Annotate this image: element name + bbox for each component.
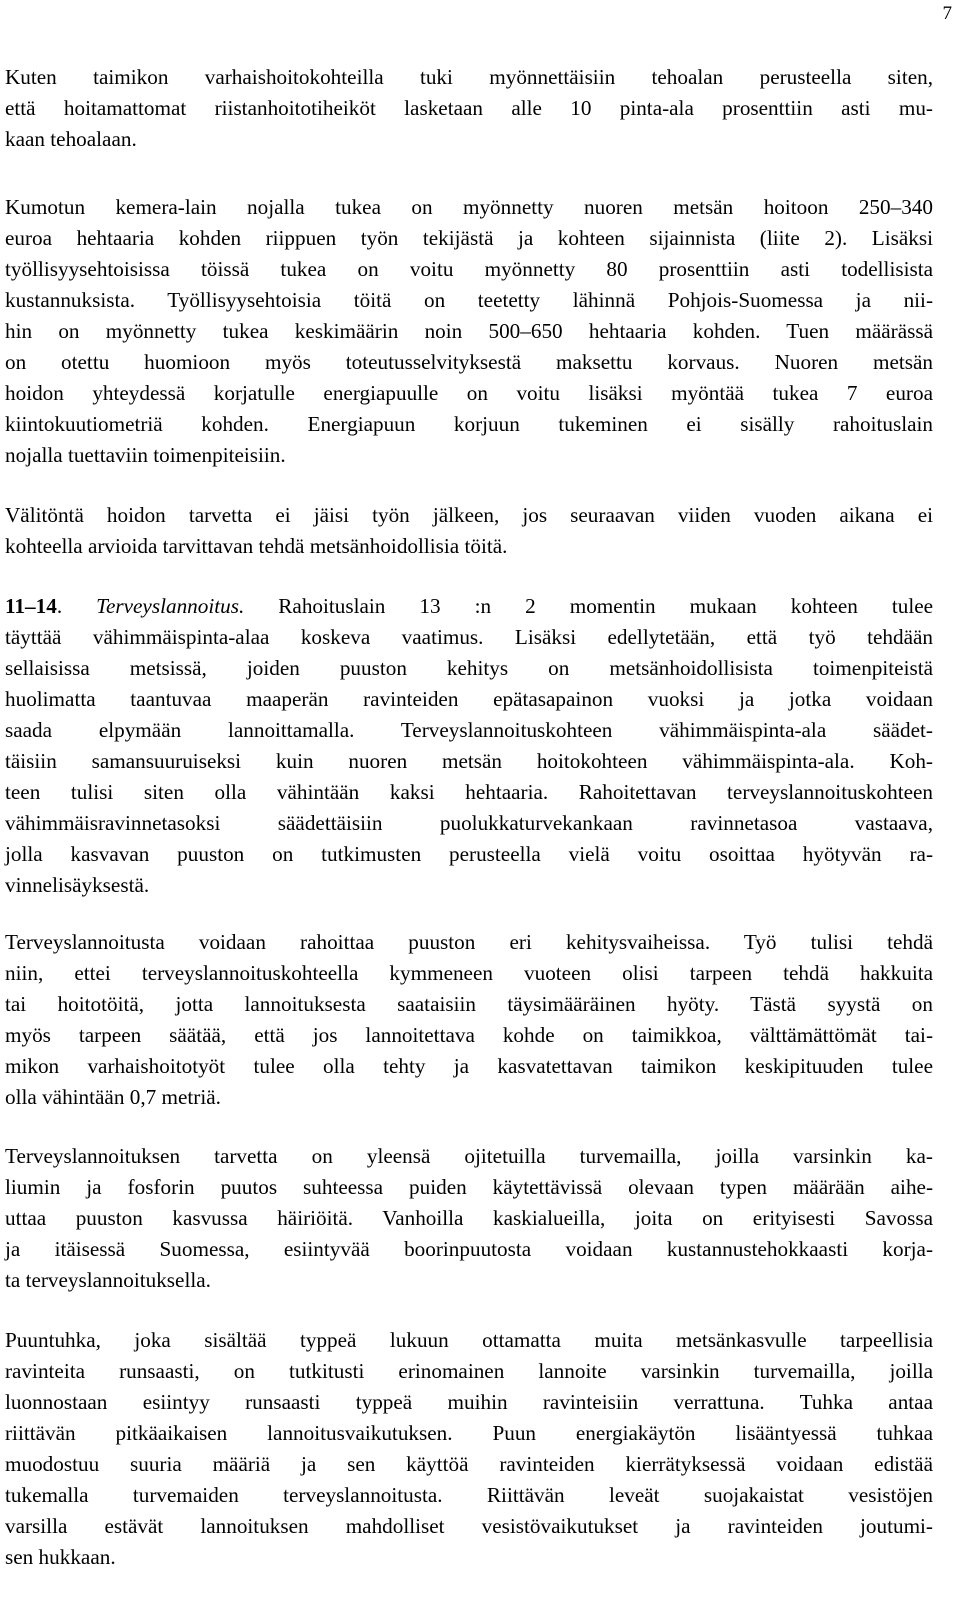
text-line: euroa hehtaaria kohden riippuen työn tekijästä ja kohteen sijainnista (liite 2). Lisäksi (5, 226, 933, 250)
text-line: jolla kasvavan puuston on tutkimusten perusteella vielä voitu osoittaa hyötyvän ra- (5, 842, 933, 866)
text-fragment: Rahoituslain 13 :n 2 momentin mukaan kohteen tulee (278, 594, 934, 618)
text-line: nojalla tuettaviin toimenpiteisiin. (5, 443, 286, 467)
text-line: Terveyslannoitusta voidaan rahoittaa puuston eri kehitysvaiheissa. Työ tulisi tehdä (5, 930, 933, 954)
paragraph-section-11-14 (5, 591, 933, 901)
text-line: uttaa puuston kasvussa häiriöitä. Vanhoilla kaskialueilla, joita on erityisesti Savossa (5, 1206, 933, 1230)
text-line: muodostuu suuria määriä ja sen käyttöä ravinteiden kierrätyksessä voidaan edistää (5, 1452, 933, 1476)
text-line: tukemalla turvemaiden terveyslannoitusta. Riittävän leveät suojakaistat vesistöjen (5, 1483, 933, 1507)
paragraph-3 (5, 500, 933, 562)
section-title: Terveyslannoitus. (96, 594, 245, 618)
text-line: on otettu huomioon myös toteutusselvityksestä maksettu korvaus. Nuoren metsän (5, 350, 933, 374)
text-line: Terveyslannoituksen tarvetta on yleensä ojitetuilla turvemailla, joilla varsinkin ka- (5, 1144, 933, 1168)
text-line: liumin ja fosforin puutos suhteessa puiden käytettävissä olevaan typen määrään aihe- (5, 1175, 933, 1199)
text-line: sellaisissa metsissä, joiden puuston kehitys on metsänhoidollisista toimenpiteistä (5, 656, 933, 680)
text-line: Puuntuhka, joka sisältää typpeä lukuun ottamatta muita metsänkasvulle tarpeellisia (5, 1328, 933, 1352)
text-line: riittävän pitkäaikaisen lannoitusvaikutuksen. Puun energiakäytön lisääntyessä tuhkaa (5, 1421, 933, 1445)
text-line: täisiin samansuuruiseksi kuin nuoren metsän hoitokohteen vähimmäispinta-ala. Koh- (5, 749, 933, 773)
text-line: myös tarpeen säätää, että jos lannoitettava kohde on taimikkoa, välttämättömät tai- (5, 1023, 933, 1047)
text-line: kaan tehoalaan. (5, 127, 137, 151)
text-line: Kuten taimikon varhaishoitokohteilla tuki myönnettäisiin tehoalan perusteella siten, (5, 65, 933, 89)
text-line: Kumotun kemera-lain nojalla tukea on myönnetty nuoren metsän hoitoon 250–340 (5, 195, 933, 219)
section-number: 11–14 (5, 594, 57, 618)
text-line: Välitöntä hoidon tarvetta ei jäisi työn jälkeen, jos seuraavan viiden vuoden aikana ei (5, 503, 933, 527)
text-line: niin, ettei terveyslannoituskohteella kymmeneen vuoteen olisi tarpeen tehdä hakkuita (5, 961, 933, 985)
text-line: kustannuksista. Työllisyysehtoisia töitä on teetetty lähinnä Pohjois-Suomessa ja nii- (5, 288, 933, 312)
text-line: työllisyysehtoisissa töissä tukea on voitu myönnetty 80 prosenttiin asti todellisista (5, 257, 933, 281)
paragraph-1 (5, 62, 933, 155)
text-line: olla vähintään 0,7 metriä. (5, 1085, 221, 1109)
paragraph-2 (5, 192, 933, 471)
text-line: hin on myönnetty tukea keskimäärin noin 500–650 hehtaaria kohden. Tuen määrässä (5, 319, 933, 343)
text-line: varsilla estävät lannoituksen mahdolliset vesistövaikutukset ja ravinteiden joutumi- (5, 1514, 933, 1538)
text-line: täyttää vähimmäispinta-alaa koskeva vaatimus. Lisäksi edellytetään, että työ tehdään (5, 625, 933, 649)
text-line: ravinteita runsaasti, on tutkitusti erinomainen lannoite varsinkin turvemailla, joilla (5, 1359, 933, 1383)
text-line: ta terveyslannoituksella. (5, 1268, 211, 1292)
paragraph-5 (5, 927, 933, 1113)
paragraph-7 (5, 1325, 933, 1573)
page-number: 7 (942, 3, 952, 24)
text-line: vinnelisäyksestä. (5, 873, 150, 897)
text-line: sen hukkaan. (5, 1545, 116, 1569)
text-line: saada elpymään lannoittamalla. Terveyslannoituskohteen vähimmäispinta-ala säädet- (5, 718, 933, 742)
text-line: hoidon yhteydessä korjatulle energiapuulle on voitu lisäksi myöntää tukea 7 euroa (5, 381, 933, 405)
text-line: huolimatta taantuvaa maaperän ravinteiden epätasapainon vuoksi ja jotka voidaan (5, 687, 933, 711)
text-line: vähimmäisravinnetasoksi säädettäisiin puolukkaturvekankaan ravinnetasoa vastaava, (5, 811, 933, 835)
section-heading-line: 11–14. Terveyslannoitus. Rahoituslain 13 :n 2 momentin mukaan kohteen tulee (5, 594, 934, 618)
text-line: luonnostaan esiintyy runsaasti typpeä muihin ravinteisiin verrattuna. Tuhka antaa (5, 1390, 933, 1414)
text-line: että hoitamattomat riistanhoitotiheiköt lasketaan alle 10 pinta-ala prosenttiin asti mu- (5, 96, 933, 120)
text-line: ja itäisessä Suomessa, esiintyvää boorinpuutosta voidaan kustannustehokkaasti korja- (5, 1237, 933, 1261)
text-line: mikon varhaishoitotyöt tulee olla tehty ja kasvatettavan taimikon keskipituuden tulee (5, 1054, 933, 1078)
text-line: tai hoitotöitä, jotta lannoituksesta saataisiin täysimääräinen hyöty. Tästä syystä on (5, 992, 933, 1016)
text-line: kiintokuutiometriä kohden. Energiapuun korjuun tukeminen ei sisälly rahoituslain (5, 412, 933, 436)
text-line: kohteella arvioida tarvittavan tehdä metsänhoidollisia töitä. (5, 534, 508, 558)
paragraph-6 (5, 1141, 933, 1296)
text-line: teen tulisi siten olla vähintään kaksi hehtaaria. Rahoitettavan terveyslannoituskohteen (5, 780, 933, 804)
